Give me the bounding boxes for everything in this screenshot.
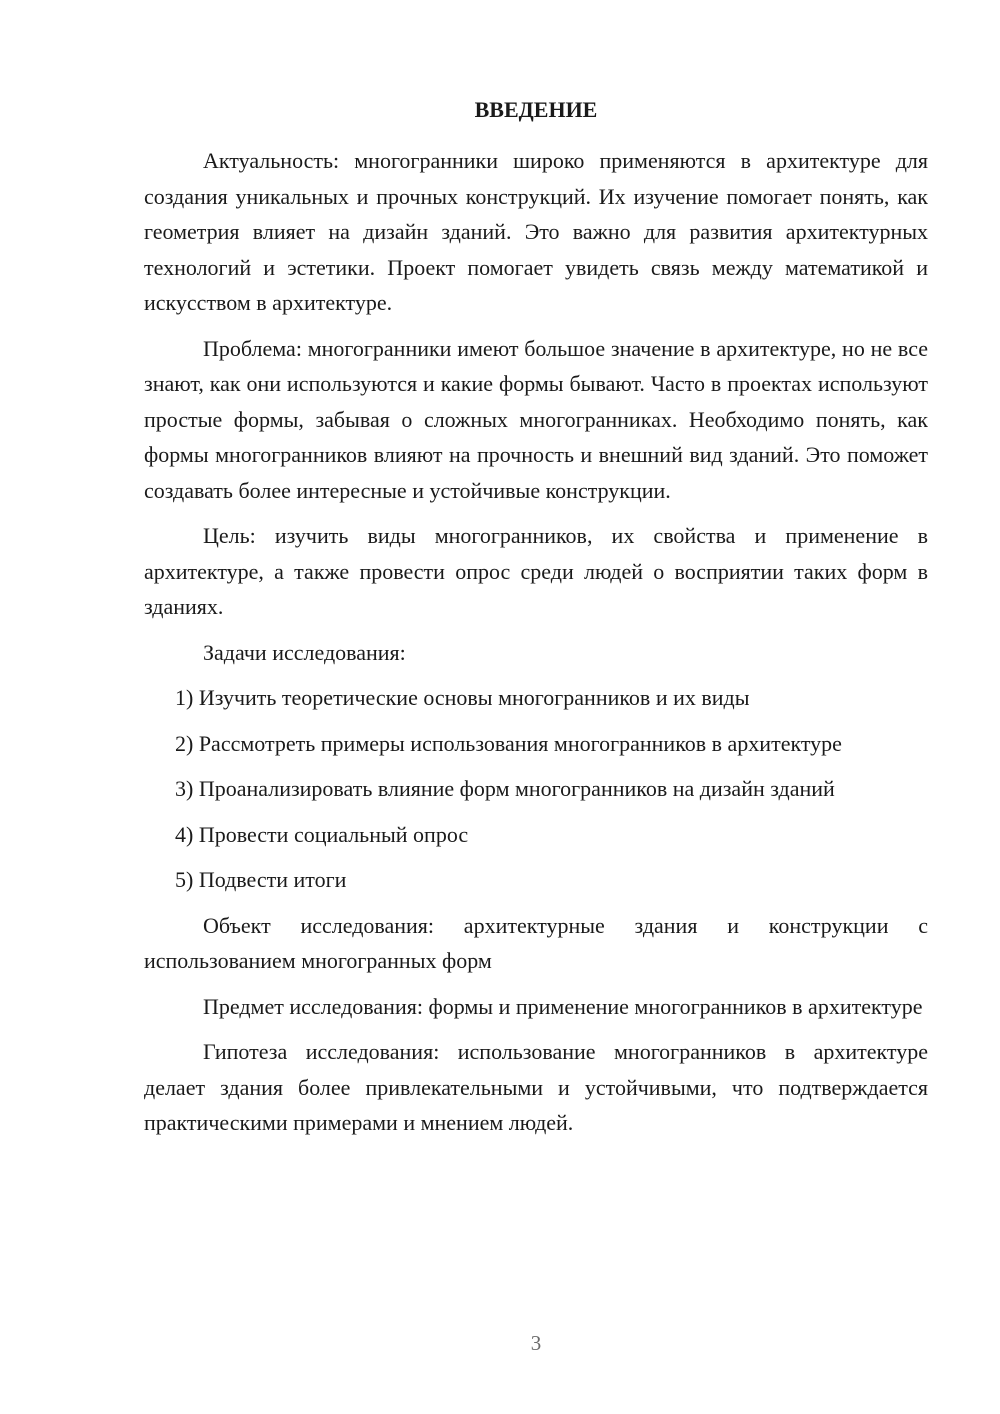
hypothesis-paragraph: Гипотеза исследования: использование многогранников в архитектуре делает здания более привлекательными и устойчивыми, что подтверждается практическими примерами и мнением людей. <box>144 1039 928 1135</box>
relevance-paragraph: Актуальность: многогранники широко применяются в архитектуре для создания уникальных и прочных конструкций. Их изучение помогает понять, как геометрия влияет на дизайн зданий. Это важно для развития архитектурных технологий и эстетики. Проект помогает увидеть связь между математикой и искусством в архитектуре. <box>144 148 928 315</box>
goal-paragraph: Цель: изучить виды многогранников, их свойства и применение в архитектуре, а также провести опрос среди людей о восприятии таких форм в зданиях. <box>144 523 928 619</box>
subject-paragraph: Предмет исследования: формы и применение многогранников в архитектуре <box>203 993 923 1019</box>
task-item-5: 5) Подвести итоги <box>175 867 347 892</box>
task-item-2: 2) Рассмотреть примеры использования многогранников в архитектуре <box>175 730 842 756</box>
task-item-4: 4) Провести социальный опрос <box>175 821 469 847</box>
object-paragraph: Объект исследования: архитектурные здания и конструкции с использованием многогранных форм <box>144 912 928 973</box>
task-item-1: 1) Изучить теоретические основы многогранников и их виды <box>175 685 750 710</box>
problem-paragraph: Проблема: многогранники имеют большое значение в архитектуре, но не все знают, как они используются и какие формы бывают. Часто в проектах используют простые формы, забывая о сложных многогранниках. Необходимо понять, как формы многогранников влияют на прочность и внешний вид зданий. Это поможет создавать более интересные и устойчивые конструкции. <box>144 335 928 503</box>
task-item-3: 3) Проанализировать влияние форм многогранников на дизайн зданий <box>175 776 835 801</box>
tasks-heading: Задачи исследования: <box>203 639 406 665</box>
section-heading: ВВЕДЕНИЕ <box>474 97 598 122</box>
page-number: 3 <box>530 1331 542 1355</box>
document-page <box>144 92 928 1141</box>
